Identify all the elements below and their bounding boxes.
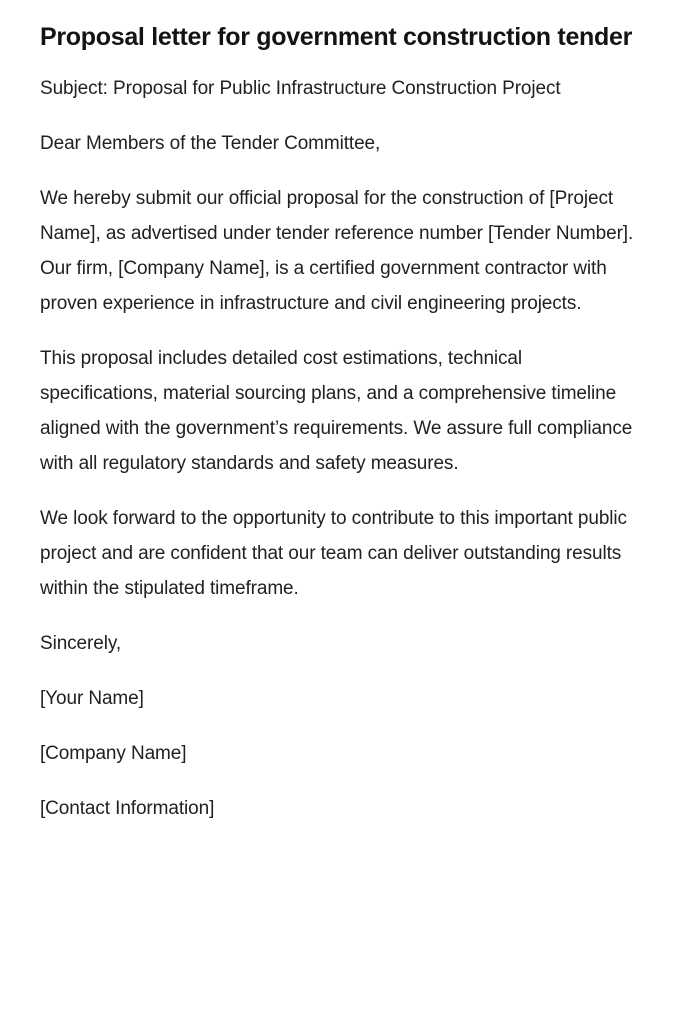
body-paragraph-2: This proposal includes detailed cost estimations, technical specifications, material sourcing plans, and a comprehensive timeline aligned with the government’s requirements. We assure full compliance with all regulatory standards and safety measures.	[40, 348, 633, 474]
body-paragraph-3: We look forward to the opportunity to contribute to this important public project and are confident that our team can deliver outstanding results within the stipulated timeframe.	[40, 508, 627, 599]
closing: Sincerely,	[40, 633, 122, 654]
page-title: Proposal letter for government construction tender	[40, 23, 633, 51]
body-paragraph-1: We hereby submit our official proposal for the construction of [Project Name], as advertised under tender reference number [Tender Number]. Our firm, [Company Name], is a certified government contractor with proven experience in infrastructure and civil engineering projects.	[40, 188, 634, 314]
signature-line-company: [Company Name]	[40, 743, 187, 764]
signature-line-name: [Your Name]	[40, 688, 144, 709]
salutation: Dear Members of the Tender Committee,	[40, 133, 381, 154]
subject-line: Subject: Proposal for Public Infrastructure Construction Project	[40, 78, 561, 99]
signature-line-contact: [Contact Information]	[40, 798, 215, 819]
